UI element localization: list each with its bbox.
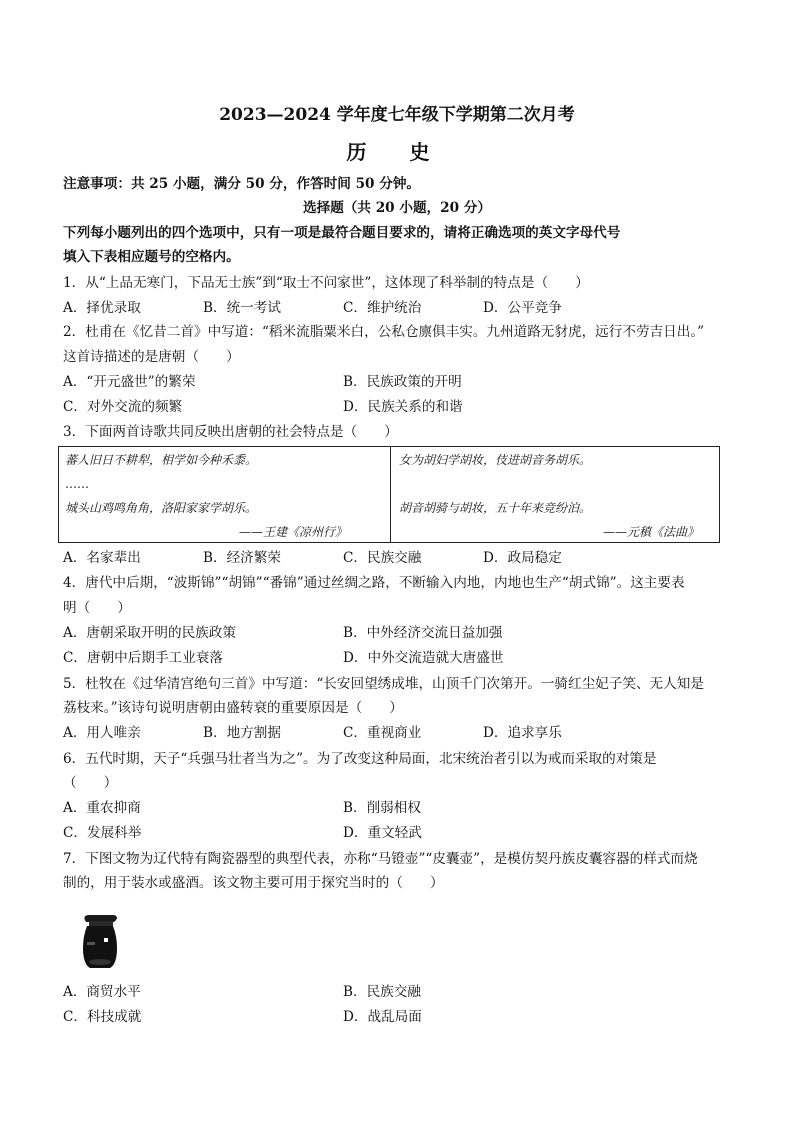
poem-right-attribution: ——元稹《法曲》: [603, 525, 700, 539]
q2-option-d[interactable]: D．民族关系的和谐: [343, 399, 463, 415]
question-2-stem-line-2: 这首诗描述的是唐朝（ ）: [63, 349, 240, 365]
question-6-stem-line-2: （ ）: [63, 775, 118, 791]
q6-option-c[interactable]: C．发展科举: [63, 825, 142, 841]
q7-option-d[interactable]: D．战乱局面: [343, 1009, 422, 1025]
q4-option-a[interactable]: A．唐朝采取开明的民族政策: [63, 625, 236, 641]
question-1-stem: 1．从“上品无寒门，下品无士族”到“取士不问家世”，这体现了科举制的特点是（ ）: [63, 275, 589, 291]
poem-right-line-1: 女为胡妇学胡妆，伎进胡音务胡乐。: [399, 453, 592, 467]
question-3-stem: 3．下面两首诗歌共同反映出唐朝的社会特点是（ ）: [63, 424, 398, 440]
question-2-stem-line-1: 2．杜甫在《忆昔二首》中写道：“稻米流脂粟米白，公私仓廪俱丰实。九州道路无豺虎，远行不劳吉日出。”: [63, 324, 705, 340]
exam-title: 2023—2024 学年度七年级下学期第二次月考: [219, 105, 575, 125]
q2-option-a[interactable]: A．“开元盛世”的繁荣: [63, 374, 196, 390]
q1-option-b[interactable]: B．统一考试: [203, 300, 281, 316]
question-6-stem-line-1: 6．五代时期，天子“兵强马壮者当为之”。为了改变这种局面，北宋统治者引以为戒而采取的对策是: [63, 751, 657, 767]
question-5-stem-line-2: 荔枝来。”该诗句说明唐朝由盛转衰的重要原因是（ ）: [63, 700, 403, 716]
question-7-stem-line-2: 制的，用于装水或盛酒。该文物主要可用于探究当时的（ ）: [63, 875, 444, 891]
q7-option-a[interactable]: A．商贸水平: [63, 984, 141, 1000]
poem-left-line-2: 城头山鸡鸣角角，洛阳家家学胡乐。: [65, 501, 258, 515]
q1-option-c[interactable]: C．维护统治: [343, 300, 422, 316]
q4-option-b[interactable]: B．中外经济交流日益加强: [343, 625, 503, 641]
poem-divider: [390, 447, 391, 542]
q5-option-a[interactable]: A．用人唯亲: [63, 725, 141, 741]
q7-option-b[interactable]: B．民族交融: [343, 984, 421, 1000]
q1-option-a[interactable]: A．择优录取: [63, 300, 141, 316]
q1-option-d[interactable]: D．公平竞争: [483, 300, 562, 316]
question-7-stem-line-1: 7．下图文物为辽代特有陶瓷器型的典型代表，亦称“马镫壶”“皮囊壶”，是模仿契丹族皮囊容器的样式而烧: [63, 851, 698, 867]
q3-option-b[interactable]: B．经济繁荣: [203, 550, 281, 566]
question-4-stem-line-2: 明（ ）: [63, 600, 131, 616]
q3-option-d[interactable]: D．政局稳定: [483, 550, 562, 566]
q6-option-b[interactable]: B．削弱相权: [343, 800, 421, 816]
q2-option-c[interactable]: C．对外交流的频繁: [63, 399, 183, 415]
poem-left-ellipsis: ……: [65, 477, 89, 491]
q2-option-b[interactable]: B．民族政策的开明: [343, 374, 462, 390]
q6-option-a[interactable]: A．重农抑商: [63, 800, 141, 816]
q3-option-c[interactable]: C．民族交融: [343, 550, 422, 566]
notice-text: 注意事项：共 25 小题，满分 50 分，作答时间 50 分钟。: [63, 176, 421, 192]
question-5-stem-line-1: 5．杜牧在《过华清宫绝句三首》中写道：“长安回望绣成堆，山顶千门次第开。一骑红尘妃子笑、无人知是: [63, 676, 704, 692]
poem-left-attribution: ——王建《凉州行》: [239, 525, 348, 539]
q4-option-d[interactable]: D．中外交流造就大唐盛世: [343, 650, 504, 666]
subject-title: 历 史: [346, 140, 448, 164]
question-4-stem-line-1: 4．唐代中后期，“波斯锦”“胡锦”“番锦”通过丝绸之路，不断输入内地，内地也生产“胡式锦”。这主要表: [63, 575, 685, 591]
q7-option-c[interactable]: C．科技成就: [63, 1009, 142, 1025]
section-title: 选择题（共 20 小题，20 分）: [303, 200, 491, 216]
q4-option-c[interactable]: C．唐朝中后期手工业衰落: [63, 650, 223, 666]
poem-right-line-2: 胡音胡骑与胡妆，五十年来竞纷泊。: [399, 501, 592, 515]
q3-option-a[interactable]: A．名家辈出: [63, 550, 141, 566]
poem-table: [58, 446, 720, 543]
instruction-line-2: 填入下表相应题号的空格内。: [63, 249, 240, 265]
q5-option-d[interactable]: D．追求享乐: [483, 725, 562, 741]
poem-left-line-1: 蕃人旧日不耕犁，相学如今种禾黍。: [65, 453, 258, 467]
liao-pottery-artifact-image: [74, 912, 126, 972]
instruction-line-1: 下列每小题列出的四个选项中，只有一项是最符合题目要求的，请将正确选项的英文字母代号: [63, 225, 621, 241]
q6-option-d[interactable]: D．重文轻武: [343, 825, 422, 841]
q5-option-c[interactable]: C．重视商业: [343, 725, 422, 741]
q5-option-b[interactable]: B．地方割据: [203, 725, 281, 741]
